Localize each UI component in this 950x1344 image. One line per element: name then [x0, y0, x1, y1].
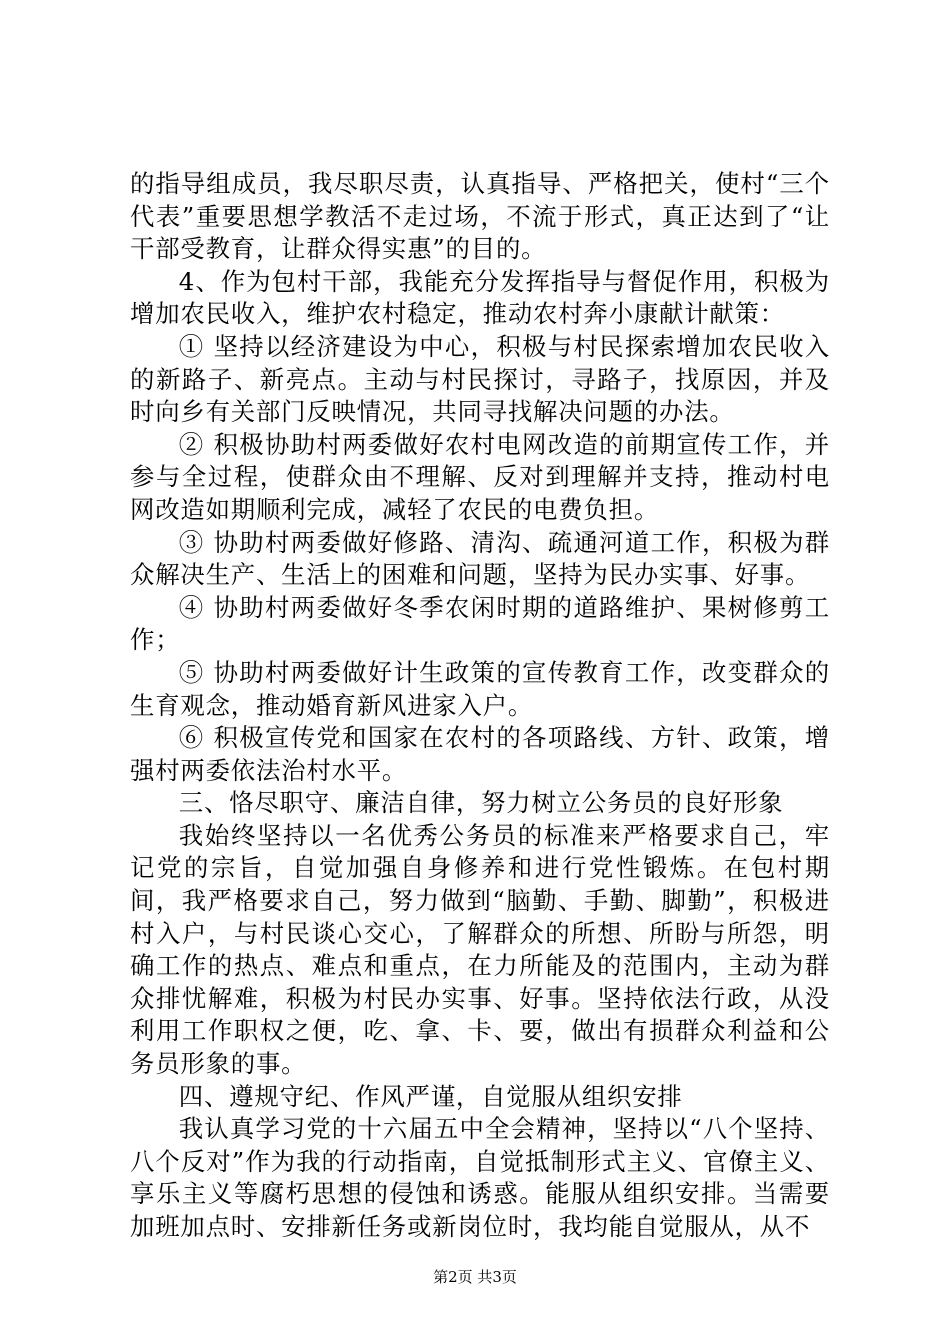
- paragraph-sub-3: ③ 协助村两委做好修路、清沟、疏通河道工作，积极为群众解决生产、生活上的困难和问题，坚持为民办实事、好事。: [130, 527, 830, 590]
- paragraph-continuation: 的指导组成员，我尽职尽责，认真指导、严格把关，使村“三个代表”重要思想学教活不走过场，不流于形式，真正达到了“让干部受教育，让群众得实惠”的目的。: [130, 169, 830, 264]
- paragraph-section-3-body: 我始终坚持以一名优秀公务员的标准来严格要求自己，牢记党的宗旨，自觉加强自身修养和进行党性锻炼。在包村期间，我严格要求自己，努力做到“脑勤、手勤、脚勤”，积极进村入户，与村民谈心交心，了解群众的所想、所盼与所怨，明确工作的热点、难点和重点，在力所能及的范围内，主动为群众排忧解难，积极为村民办实事、好事。坚持依法行政，从没利用工作职权之便，吃、拿、卡、要，做出有损群众利益和公务员形象的事。: [130, 820, 830, 1079]
- section-heading-4: 四、遵规守纪、作风严谨，自觉服从组织安排: [178, 1081, 683, 1111]
- paragraph-sub-2: ② 积极协助村两委做好农村电网改造的前期宣传工作，并参与全过程，使群众由不理解、反对到理解并支持，推动村电网改造如期顺利完成，减轻了农民的电费负担。: [130, 429, 830, 524]
- document-body: [130, 168, 830, 1244]
- paragraph-sub-6: ⑥ 积极宣传党和国家在农村的各项路线、方针、政策，增强村两委依法治村水平。: [130, 723, 830, 785]
- paragraph-section-4-body: 我认真学习党的十六届五中全会精神，坚持以“八个坚持、八个反对”作为我的行动指南，自觉抵制形式主义、官僚主义、享乐主义等腐朽思想的侵蚀和诱惑。能服从组织安排。当需要加班加点时、安排新任务或新岗位时，我均能自觉服从，从不: [130, 1114, 830, 1241]
- paragraph-sub-5: ⑤ 协助村两委做好计生政策的宣传教育工作，改变群众的生育观念，推动婚育新风进家入户。: [130, 657, 830, 720]
- paragraph-sub-4: ④ 协助村两委做好冬季农闲时期的道路维护、果树修剪工作；: [130, 592, 830, 655]
- section-heading-3: 三、恪尽职守、廉洁自律，努力树立公务员的良好形象: [178, 788, 784, 818]
- paragraph-sub-1: ① 坚持以经济建设为中心，积极与村民探索增加农民收入的新路子、新亮点。主动与村民探讨，寻路子，找原因，并及时向乡有关部门反映情况，共同寻找解决问题的办法。: [130, 331, 830, 427]
- page-footer: 第2页 共3页: [433, 1268, 517, 1286]
- paragraph-item-4: 4、作为包村干部，我能充分发挥指导与督促作用，积极为增加农民收入，维护农村稳定，推动农村奔小康献计献策：: [130, 266, 830, 329]
